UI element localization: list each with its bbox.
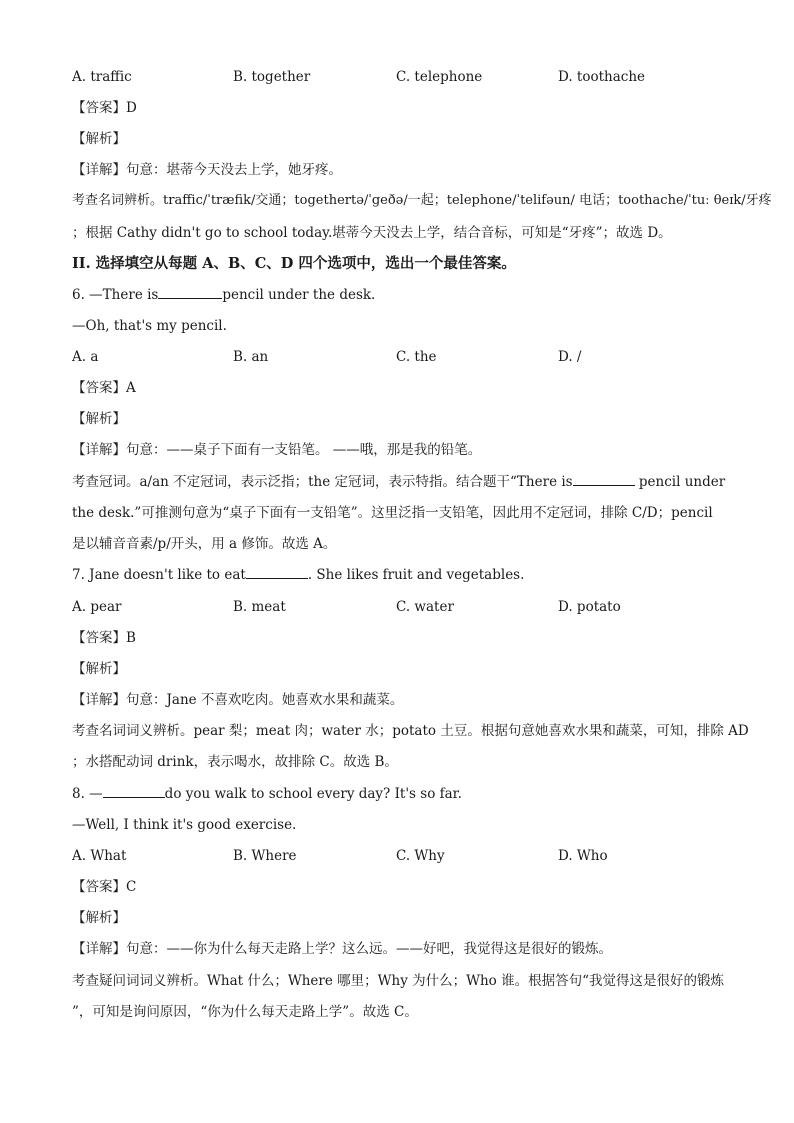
q7-detail: 【详解】句意：Jane 不喜欢吃肉。她喜欢水果和蔬菜。 — [72, 692, 404, 708]
q7-option-d: D. potato — [558, 599, 621, 615]
q8-option-b: B. Where — [233, 848, 297, 864]
q7-stem-end: . She likes fruit and vegetables. — [307, 567, 525, 583]
q5-explanation-2: ；根据 Cathy didn't go to school today.堪蒂今天没去上学，结合音标，可知是“牙疼”；故选 D。 — [72, 225, 672, 241]
q5-option-d: D. toothache — [558, 69, 646, 85]
q8-option-a: A. What — [72, 848, 127, 864]
q5-option-a: A. traffic — [72, 69, 132, 85]
q7-explanation-2: ；水搭配动词 drink，表示喝水，故排除 C。故选 B。 — [72, 754, 398, 770]
q6-explanation-1-start: 考查冠词。a/an 不定冠词，表示泛指；the 定冠词，表示特指。结合题干“There is — [72, 474, 573, 490]
q8-blank — [103, 785, 165, 798]
q6-stem-end: pencil under the desk. — [222, 287, 376, 303]
q5-answer: 【答案】D — [72, 100, 137, 116]
q6-explanation-blank — [573, 473, 635, 486]
q8-explanation-2: ”，可知是询问原因，“你为什么每天走路上学”。故选 C。 — [72, 1004, 418, 1020]
q6-line-2: —Oh, that's my pencil. — [72, 318, 227, 334]
q6-answer: 【答案】A — [72, 380, 136, 396]
q7-answer: 【答案】B — [72, 630, 136, 646]
q6-option-a: A. a — [72, 349, 99, 365]
q7-option-a: A. pear — [72, 599, 122, 615]
q7-explanation-1: 考查名词词义辨析。pear 梨；meat 肉；water 水；potato 土豆。根据句意她喜欢水果和蔬菜，可知，排除 AD — [72, 723, 749, 739]
q7-blank — [246, 566, 308, 579]
q6-stem — [72, 286, 375, 304]
q7-analysis-label: 【解析】 — [72, 661, 126, 677]
q6-analysis-label: 【解析】 — [72, 411, 126, 427]
q8-explanation-1: 考查疑问词词义辨析。What 什么；Where 哪里；Why 为什么；Who 谁。根据答句“我觉得这是很好的锻炼 — [72, 973, 725, 989]
q5-option-c: C. telephone — [396, 69, 483, 85]
q7-stem — [72, 566, 524, 584]
q5-explanation-1: 考查名词辨析。traffic/ˈtræfik/交通；togethertə/ˈgeðə/一起；telephone/ˈtelifəun/ 电话；toothache/ˈtuː θeɪk/牙疼 — [72, 193, 772, 208]
q6-stem-start: 6. —There is — [72, 287, 159, 303]
q6-explanation-1-end: pencil under — [634, 474, 726, 490]
q8-stem — [72, 785, 462, 803]
q8-option-c: C. Why — [396, 848, 445, 864]
q8-analysis-label: 【解析】 — [72, 910, 126, 926]
q5-analysis-label: 【解析】 — [72, 131, 126, 147]
q6-blank — [158, 286, 222, 299]
q7-option-c: C. water — [396, 599, 454, 615]
q8-stem-start: 8. — — [72, 786, 103, 802]
q8-detail: 【详解】句意：——你为什么每天走路上学？这么远。——好吧，我觉得这是很好的锻炼。 — [72, 941, 612, 957]
q8-stem-end: do you walk to school every day? It's so far. — [164, 786, 462, 802]
q6-option-d: D. / — [558, 349, 582, 365]
section-title: II. 选择填空从每题 A、B、C、D 四个选项中，选出一个最佳答案。 — [72, 255, 516, 272]
q5-option-b: B. together — [233, 69, 311, 85]
q6-detail: 【详解】句意：——桌子下面有一支铅笔。 ——哦，那是我的铅笔。 — [72, 442, 482, 458]
q8-line-2: —Well, I think it's good exercise. — [72, 817, 297, 833]
q7-option-b: B. meat — [233, 599, 286, 615]
q8-option-d: D. Who — [558, 848, 608, 864]
q6-option-c: C. the — [396, 349, 437, 365]
q7-stem-start: 7. Jane doesn't like to eat — [72, 567, 246, 583]
q8-answer: 【答案】C — [72, 879, 137, 895]
q5-detail: 【详解】句意：堪蒂今天没去上学，她牙疼。 — [72, 162, 342, 178]
q6-explanation-1 — [72, 473, 725, 491]
q6-explanation-2: the desk.”可推测句意为“桌子下面有一支铅笔”。这里泛指一支铅笔，因此用不定冠词，排除 C/D；pencil — [72, 505, 713, 521]
q6-option-b: B. an — [233, 349, 269, 365]
q6-explanation-3: 是以辅音音素/p/开头，用 a 修饰。故选 A。 — [72, 536, 337, 552]
